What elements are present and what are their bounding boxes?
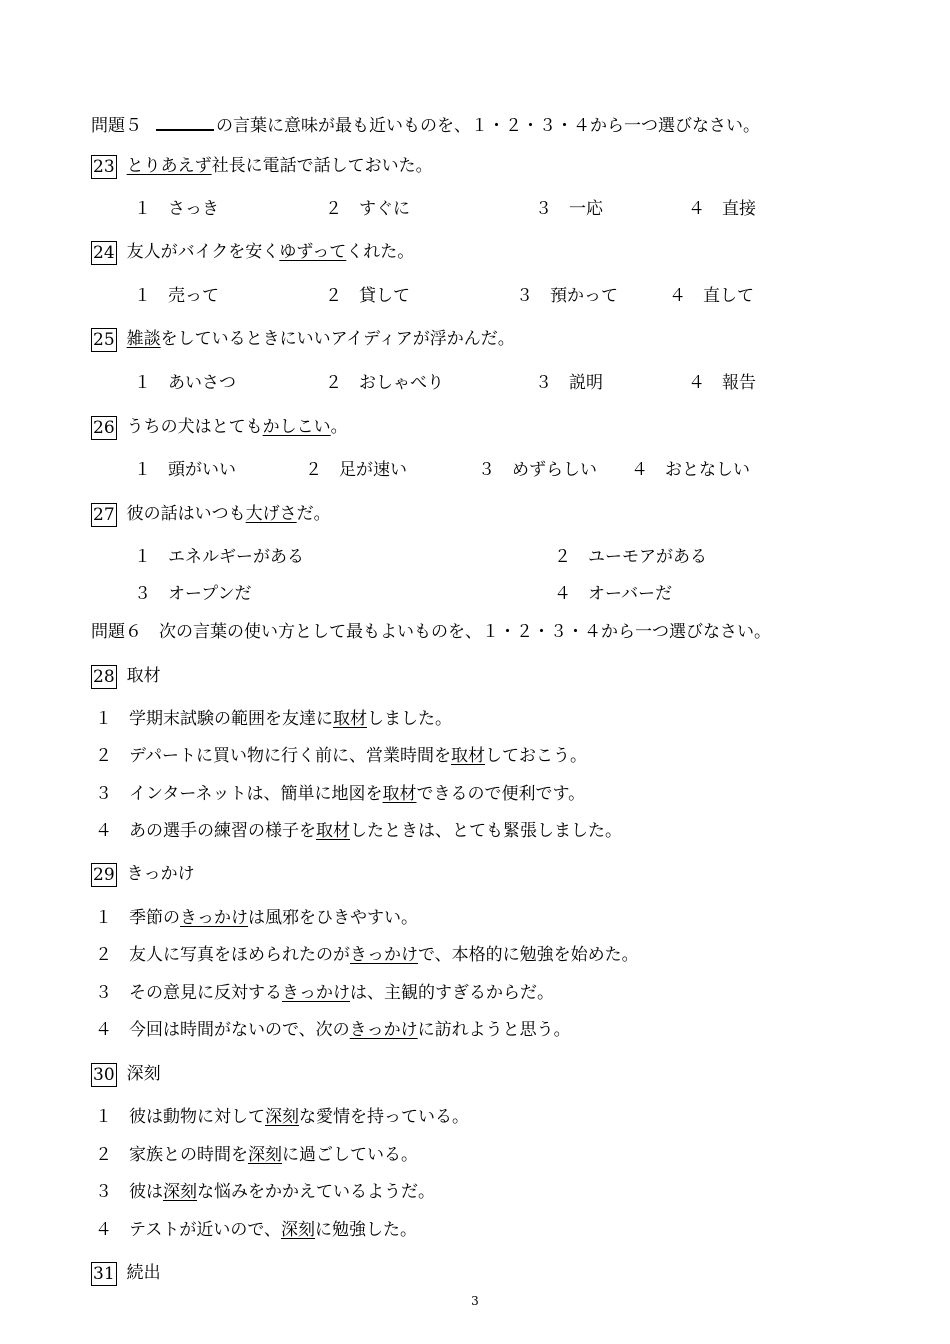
option-1 <box>134 197 219 221</box>
usage-option-3 <box>95 1180 435 1204</box>
option-number: ４ <box>554 584 571 604</box>
question-text: をしているときにいいアイディアが浮かんだ。 <box>160 329 515 349</box>
option-4 <box>688 371 756 395</box>
underlined-word: かしこい <box>262 417 331 437</box>
question-number: 25 <box>93 329 115 350</box>
option-2 <box>325 197 410 221</box>
option-number: ３ <box>516 286 533 306</box>
option-number: ２ <box>554 547 571 567</box>
option-text: おしゃべり <box>359 373 444 393</box>
option-number: １ <box>134 199 151 219</box>
option-text: 足が速い <box>339 460 407 480</box>
underlined-word: 深刻 <box>280 1220 315 1240</box>
option-number: ３ <box>535 373 552 393</box>
option-number: ３ <box>535 199 552 219</box>
option-number: ４ <box>688 199 705 219</box>
option-number: １ <box>95 709 112 729</box>
option-3 <box>535 197 603 221</box>
option-text: デパートに買い物に行く前に、営業時間を <box>129 746 451 766</box>
option-number: ４ <box>631 460 648 480</box>
option-2 <box>325 284 410 308</box>
question-number: 24 <box>93 242 115 263</box>
option-number: ３ <box>95 983 112 1003</box>
underlined-word: きっかけ <box>282 983 350 1003</box>
option-text: に勉強した。 <box>314 1220 417 1240</box>
usage-option-2 <box>95 1143 418 1167</box>
usage-option-2 <box>95 744 587 768</box>
section5-label: 問題５ <box>91 116 142 136</box>
option-text: あいさつ <box>168 373 236 393</box>
option-text: 説明 <box>569 373 603 393</box>
option-text: テストが近いので、 <box>129 1220 281 1240</box>
question-number: 26 <box>93 417 115 438</box>
option-text: な悩みをかかえているようだ。 <box>197 1182 435 1202</box>
target-word: 深刻 <box>126 1064 161 1084</box>
option-1 <box>134 545 304 569</box>
option-text: しておこう。 <box>484 746 587 766</box>
question-text: 友人がバイクを安く <box>126 242 280 262</box>
usage-option-4 <box>95 1218 417 1242</box>
option-text: したときは、とても緊張しました。 <box>350 821 622 841</box>
question-text: 彼の話はいつも <box>126 504 246 524</box>
option-4 <box>631 458 750 482</box>
option-text: 直接 <box>722 199 756 219</box>
option-text: インターネットは、簡単に地図を <box>129 784 383 804</box>
option-text: オーバーだ <box>588 584 673 604</box>
underlined-word: ゆずって <box>279 242 347 262</box>
target-word: きっかけ <box>126 864 195 884</box>
option-4 <box>669 284 754 308</box>
option-number: ３ <box>134 584 151 604</box>
option-text: 預かって <box>550 286 618 306</box>
option-text: 頭がいい <box>168 460 236 480</box>
option-number: ４ <box>95 821 112 841</box>
underlined-word: 深刻 <box>163 1182 197 1202</box>
question-text: くれた。 <box>346 242 415 262</box>
option-number: １ <box>134 460 151 480</box>
usage-option-3 <box>95 782 585 806</box>
option-text: めずらしい <box>512 460 597 480</box>
option-text: 学期末試験の範囲を友達に <box>129 709 333 729</box>
option-text: 季節の <box>129 908 180 928</box>
underlined-word: 深刻 <box>248 1145 282 1165</box>
option-text: は風邪をひきやすい。 <box>248 908 418 928</box>
option-text: 売って <box>168 286 219 306</box>
underlined-word: きっかけ <box>350 945 418 965</box>
question-26 <box>91 415 348 440</box>
underlined-word: 大げさ <box>245 504 297 524</box>
question-30 <box>91 1062 161 1087</box>
option-3 <box>134 582 251 606</box>
option-text: ユーモアがある <box>588 547 707 567</box>
option-text: おとなしい <box>665 460 750 480</box>
underlined-word: 取材 <box>333 709 367 729</box>
option-number: ４ <box>95 1020 112 1040</box>
option-number: ３ <box>95 784 112 804</box>
option-2 <box>305 458 407 482</box>
section5-heading <box>91 111 760 138</box>
question-24 <box>91 240 414 265</box>
option-number: ３ <box>95 1182 112 1202</box>
question-text: うちの犬はとても <box>126 417 263 437</box>
underlined-word: 取材 <box>382 784 417 804</box>
question-number: 29 <box>93 864 115 885</box>
underlined-word: 雑談 <box>126 329 161 349</box>
option-text: な愛情を持っている。 <box>299 1107 469 1127</box>
option-number: ４ <box>688 373 705 393</box>
usage-option-2 <box>95 943 639 967</box>
option-text: 家族との時間を <box>129 1145 248 1165</box>
target-word: 続出 <box>126 1263 161 1283</box>
option-number: １ <box>95 1107 112 1127</box>
option-number: ２ <box>325 373 342 393</box>
option-number: ２ <box>325 286 342 306</box>
section5-instruction: の言葉に意味が最も近いものを、１・２・３・４から一つ選びなさい。 <box>216 116 760 136</box>
option-text: あの選手の練習の様子を <box>129 821 316 841</box>
option-text: エネルギーがある <box>168 547 304 567</box>
option-text: さっき <box>168 199 219 219</box>
option-text: しました。 <box>367 709 452 729</box>
underlined-word: きっかけ <box>349 1020 418 1040</box>
option-number: １ <box>134 547 151 567</box>
underlined-word: 深刻 <box>265 1107 299 1127</box>
option-number: ２ <box>305 460 322 480</box>
usage-option-1 <box>95 906 418 930</box>
option-3 <box>478 458 597 482</box>
question-number: 27 <box>93 504 115 525</box>
underlined-word: とりあえず <box>126 156 212 176</box>
option-text: に過ごしている。 <box>282 1145 418 1165</box>
option-4 <box>554 582 672 606</box>
question-text: 社長に電話で話しておいた。 <box>211 156 433 176</box>
option-text: できるので便利です。 <box>416 784 586 804</box>
underlined-word: 取材 <box>450 746 485 766</box>
option-text: 貸して <box>359 286 410 306</box>
usage-option-4 <box>95 819 622 843</box>
question-25 <box>91 327 515 352</box>
blank-line <box>156 111 214 131</box>
target-word: 取材 <box>126 666 161 686</box>
option-1 <box>134 458 236 482</box>
usage-option-1 <box>95 1105 469 1129</box>
option-text: に訪れようと思う。 <box>417 1020 571 1040</box>
option-number: ２ <box>95 746 112 766</box>
usage-option-1 <box>95 707 452 731</box>
option-number: ３ <box>478 460 495 480</box>
option-text: 一応 <box>569 199 603 219</box>
option-number: １ <box>134 373 151 393</box>
option-text: オープンだ <box>168 584 252 604</box>
option-text: 友人に写真をほめられたのが <box>129 945 350 965</box>
option-text: その意見に反対する <box>129 983 282 1003</box>
option-3 <box>535 371 603 395</box>
option-2 <box>554 545 707 569</box>
question-number: 31 <box>93 1263 115 1284</box>
option-text: 直して <box>703 286 754 306</box>
option-number: ２ <box>325 199 342 219</box>
page-number: 3 <box>471 1294 479 1308</box>
usage-option-4 <box>95 1018 571 1042</box>
option-number: ２ <box>95 945 112 965</box>
option-text: すぐに <box>359 199 410 219</box>
question-31 <box>91 1261 161 1286</box>
option-1 <box>134 284 219 308</box>
option-1 <box>134 371 236 395</box>
underlined-word: 取材 <box>316 821 350 841</box>
question-29 <box>91 862 195 887</box>
option-number: ４ <box>95 1220 112 1240</box>
option-2 <box>325 371 444 395</box>
question-27 <box>91 502 331 527</box>
option-number: ２ <box>95 1145 112 1165</box>
section6-heading: 問題６ 次の言葉の使い方として最もよいものを、１・２・３・４から一つ選びなさい。 <box>91 622 771 642</box>
option-number: １ <box>134 286 151 306</box>
underlined-word: きっかけ <box>180 908 248 928</box>
question-number: 23 <box>93 156 115 177</box>
option-number: １ <box>95 908 112 928</box>
question-28 <box>91 664 161 689</box>
option-text: 今回は時間がないので、次の <box>129 1020 350 1040</box>
question-text: 。 <box>330 417 348 437</box>
question-number: 30 <box>93 1064 115 1085</box>
option-4 <box>688 197 756 221</box>
option-text: で、本格的に勉強を始めた。 <box>418 945 639 965</box>
question-23 <box>91 154 433 179</box>
option-text: 報告 <box>722 373 756 393</box>
question-number: 28 <box>93 666 115 687</box>
option-number: ４ <box>669 286 686 306</box>
option-text: 彼は動物に対して <box>129 1107 265 1127</box>
question-text: だ。 <box>296 504 331 524</box>
usage-option-3 <box>95 981 554 1005</box>
option-3 <box>516 284 618 308</box>
option-text: 彼は <box>129 1182 163 1202</box>
option-text: は、主観的すぎるからだ。 <box>350 983 554 1003</box>
